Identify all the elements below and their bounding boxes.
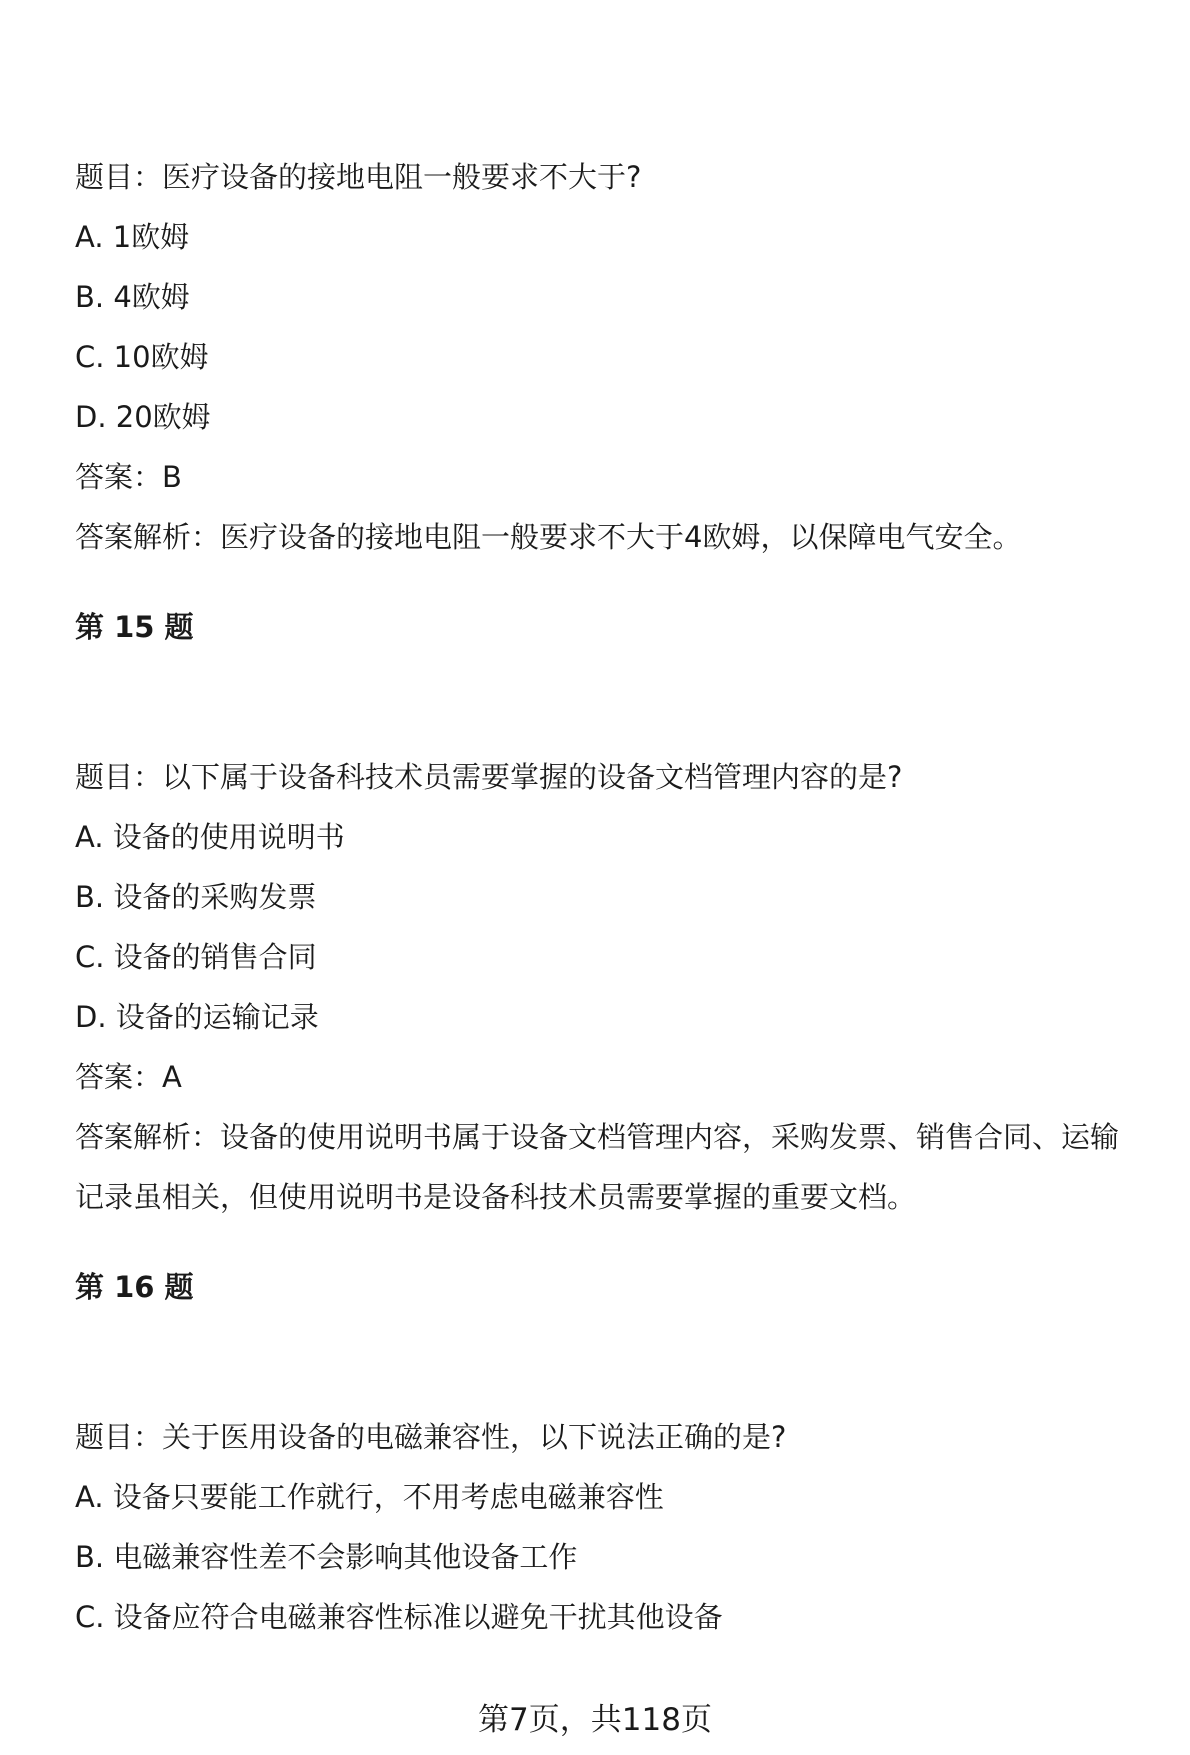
q15-option-a: A. 设备的使用说明书 [75, 820, 345, 854]
q16-option-a: A. 设备只要能工作就行，不用考虑电磁兼容性 [75, 1480, 664, 1514]
q16-option-b: B. 电磁兼容性差不会影响其他设备工作 [75, 1540, 578, 1574]
q16-option-c: C. 设备应符合电磁兼容性标准以避免干扰其他设备 [75, 1600, 723, 1634]
q14-option-b: B. 4欧姆 [75, 280, 190, 314]
q14-option-d: D. 20欧姆 [75, 400, 211, 434]
q15-heading: 第 15 题 [75, 610, 194, 644]
q14-option-c: C. 10欧姆 [75, 340, 209, 374]
q16-question: 题目：关于医用设备的电磁兼容性，以下说法正确的是? [75, 1420, 787, 1454]
q15-option-c: C. 设备的销售合同 [75, 940, 317, 974]
q14-answer: 答案：B [75, 460, 182, 494]
q15-analysis-line-2: 记录虽相关，但使用说明书是设备科技术员需要掌握的重要文档。 [75, 1180, 917, 1214]
q14-question: 题目：医疗设备的接地电阻一般要求不大于? [75, 160, 642, 194]
q15-option-d: D. 设备的运输记录 [75, 1000, 319, 1034]
q16-heading: 第 16 题 [75, 1270, 194, 1304]
page-number: 第7页，共118页 [478, 1702, 712, 1738]
q14-analysis: 答案解析：医疗设备的接地电阻一般要求不大于4欧姆，以保障电气安全。 [75, 520, 1022, 554]
q15-option-b: B. 设备的采购发票 [75, 880, 317, 914]
q15-question: 题目：以下属于设备科技术员需要掌握的设备文档管理内容的是? [75, 760, 903, 794]
q15-answer: 答案：A [75, 1060, 182, 1094]
q14-option-a: A. 1欧姆 [75, 220, 190, 254]
q15-analysis-line-1: 答案解析：设备的使用说明书属于设备文档管理内容，采购发票、销售合同、运输 [75, 1120, 1120, 1154]
